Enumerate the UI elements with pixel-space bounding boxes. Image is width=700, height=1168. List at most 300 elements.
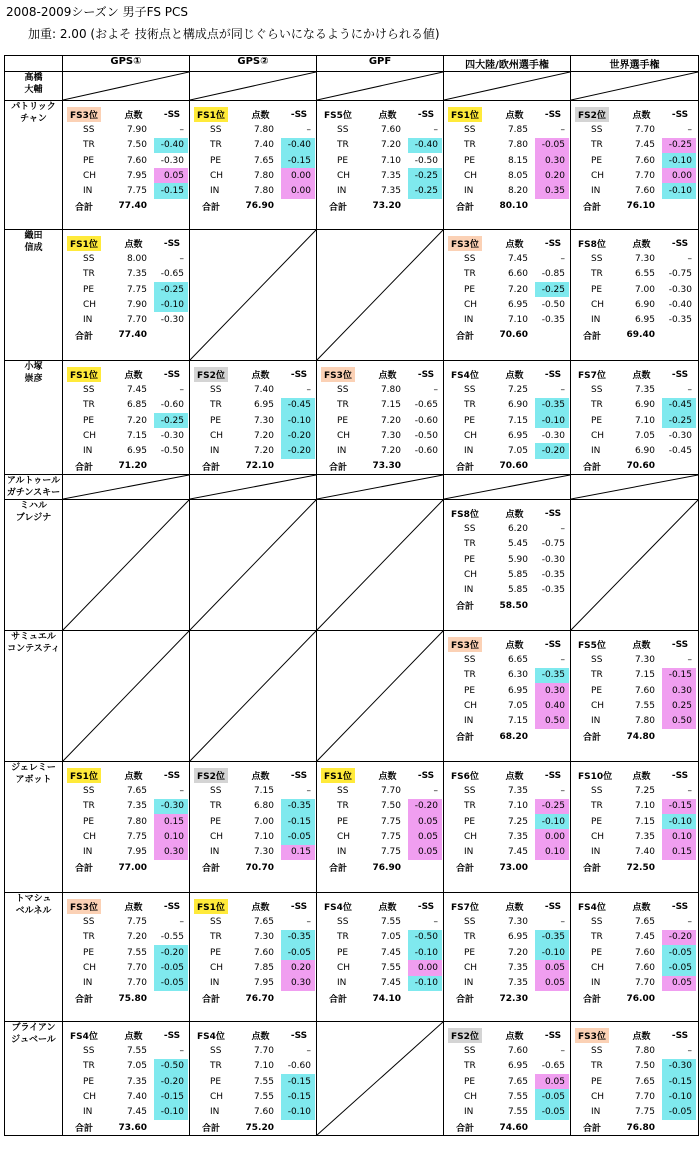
component-diff: -0.45 <box>662 398 696 413</box>
total-label: 合計 <box>202 1124 221 1134</box>
empty-cell <box>190 500 317 631</box>
component-diff: -0.05 <box>281 829 315 844</box>
competition-header-row <box>5 56 699 72</box>
score-grid <box>63 893 189 1006</box>
total-value: 70.60 <box>626 461 655 472</box>
rank-badge: FS1位 <box>194 107 228 122</box>
spacer <box>408 860 444 875</box>
score-cell <box>317 101 444 230</box>
score-cell <box>317 361 444 475</box>
rank-badge: FS10位 <box>578 772 613 783</box>
skater-header-row <box>5 72 699 101</box>
total-value: 75.80 <box>118 993 147 1004</box>
component-score: 7.85 <box>507 124 528 135</box>
empty-cell-diagonal <box>317 631 443 761</box>
component-label: CH <box>464 430 478 441</box>
component-label: IN <box>591 978 601 989</box>
component-score: 7.60 <box>634 186 655 197</box>
component-label: SS <box>464 124 476 135</box>
points-header: 点数 <box>378 111 397 122</box>
total-label: 合計 <box>456 733 475 743</box>
component-diff: -0.05 <box>154 960 188 975</box>
component-diff: – <box>687 253 692 264</box>
component-diff: -0.20 <box>535 443 569 458</box>
rank-wrap <box>321 768 367 783</box>
score-cell <box>444 1022 571 1136</box>
component-score: 7.05 <box>634 430 655 441</box>
minus-ss-header: -SS <box>544 508 562 519</box>
component-diff: -0.55 <box>160 932 184 943</box>
component-label: IN <box>337 978 347 989</box>
total-label: 合計 <box>583 202 602 213</box>
skater-name: パトリック チャン <box>5 101 63 230</box>
component-diff: -0.15 <box>281 814 315 829</box>
component-score: 6.95 <box>507 430 528 441</box>
component-score: 5.90 <box>507 554 528 565</box>
component-diff: – <box>306 124 311 135</box>
component-diff: 0.10 <box>662 829 696 844</box>
total-value: 76.90 <box>245 201 274 212</box>
component-score: 7.55 <box>380 917 401 928</box>
component-score: 7.30 <box>380 430 401 441</box>
spacer <box>408 459 444 474</box>
spacer <box>662 1120 698 1135</box>
score-grid <box>571 101 698 214</box>
component-label: PE <box>591 816 603 827</box>
component-diff: -0.10 <box>535 413 569 428</box>
total-value: 70.60 <box>499 330 528 341</box>
page-subtitle: 加重: 2.00 (およそ 技術点と構成点が同じぐらいになるようにかけられる値) <box>28 27 440 41</box>
component-score: 7.55 <box>253 1076 274 1087</box>
points-header: 点数 <box>632 1032 651 1043</box>
component-label: SS <box>464 786 476 797</box>
component-score: 7.70 <box>253 1046 274 1057</box>
component-score: 7.75 <box>126 186 147 197</box>
empty-cell-diagonal <box>317 72 443 100</box>
component-diff: – <box>306 384 311 395</box>
empty-cell <box>63 631 190 762</box>
component-score: 7.70 <box>380 786 401 797</box>
rank-badge: FS8位 <box>451 510 479 521</box>
total-label: 合計 <box>75 1124 94 1134</box>
component-score: 7.30 <box>253 847 274 858</box>
component-diff: -0.15 <box>662 668 696 683</box>
component-label: IN <box>591 1107 601 1118</box>
component-score: 7.80 <box>634 716 655 727</box>
total-value: 77.40 <box>118 330 147 341</box>
total-label: 合計 <box>202 995 221 1005</box>
component-diff: -0.30 <box>160 315 184 326</box>
minus-ss-header: -SS <box>163 109 181 120</box>
component-diff: -0.20 <box>662 930 696 945</box>
total-value: 73.30 <box>372 461 401 472</box>
component-score: 7.80 <box>507 140 528 151</box>
total-label: 合計 <box>456 331 475 342</box>
spacer <box>281 991 317 1006</box>
component-diff: 0.35 <box>535 183 569 198</box>
total-value: 77.40 <box>118 201 147 212</box>
total-value: 58.50 <box>499 600 528 611</box>
spacer <box>154 328 190 343</box>
spacer <box>408 991 444 1006</box>
total-value: 77.00 <box>118 862 147 873</box>
component-score: 7.65 <box>253 155 274 166</box>
component-label: TR <box>210 400 222 411</box>
score-cell <box>444 101 571 230</box>
points-header: 点数 <box>378 371 397 382</box>
component-diff: – <box>687 655 692 666</box>
total-label: 合計 <box>456 462 475 473</box>
component-diff: -0.30 <box>160 430 184 441</box>
points-header: 点数 <box>251 903 270 914</box>
component-score: 7.20 <box>380 140 401 151</box>
component-score: 7.60 <box>253 947 274 958</box>
component-label: CH <box>464 700 478 711</box>
rank-badge: FS4位 <box>197 1032 225 1043</box>
spacer <box>662 729 698 744</box>
component-diff: -0.65 <box>160 269 184 280</box>
total-label: 合計 <box>583 462 602 473</box>
total-value: 73.20 <box>372 201 401 212</box>
total-label: 合計 <box>583 331 602 342</box>
rank-badge: FS3位 <box>67 107 101 122</box>
rank-wrap <box>194 768 240 783</box>
component-score: 7.55 <box>507 1107 528 1118</box>
rank-badge: FS3位 <box>67 899 101 914</box>
component-label: TR <box>464 932 476 943</box>
component-label: SS <box>464 655 476 666</box>
spacer <box>662 459 698 474</box>
score-cell <box>444 631 571 762</box>
component-label: CH <box>210 170 224 181</box>
component-diff: -0.60 <box>160 400 184 411</box>
total-label: 合計 <box>456 202 475 213</box>
score-cell <box>444 500 571 631</box>
score-cell <box>444 361 571 475</box>
skater-row <box>5 631 699 762</box>
component-diff: – <box>179 1046 184 1057</box>
pcs-table <box>4 55 699 1136</box>
total-value: 76.80 <box>626 1122 655 1133</box>
component-score: 7.50 <box>380 801 401 812</box>
component-label: SS <box>337 124 349 135</box>
component-label: SS <box>337 917 349 928</box>
component-label: PE <box>83 816 95 827</box>
component-score: 7.15 <box>507 415 528 426</box>
rank-badge: FS4位 <box>578 903 606 914</box>
score-cell <box>571 1022 699 1136</box>
component-diff: -0.20 <box>408 799 442 814</box>
skater-row <box>5 500 699 631</box>
score-cell <box>444 230 571 361</box>
points-header: 点数 <box>505 641 524 652</box>
component-score: 7.35 <box>507 786 528 797</box>
component-diff: -0.35 <box>281 930 315 945</box>
component-score: 7.55 <box>126 1046 147 1057</box>
component-score: 7.55 <box>507 1091 528 1102</box>
component-diff: 0.05 <box>662 976 696 991</box>
competition-header: GPS① <box>63 56 190 72</box>
component-diff: 0.00 <box>535 829 569 844</box>
score-cell <box>571 762 699 893</box>
skater-row <box>5 230 699 361</box>
component-diff: -0.15 <box>154 1089 188 1104</box>
score-cell <box>190 1022 317 1136</box>
rank-wrap <box>67 899 113 914</box>
score-cell <box>571 893 699 1022</box>
component-label: CH <box>591 962 605 973</box>
component-diff: -0.15 <box>281 153 315 168</box>
component-score: 7.10 <box>634 801 655 812</box>
minus-ss-header: -SS <box>671 901 689 912</box>
competition-header: 世界選手権 <box>571 56 699 72</box>
spacer <box>154 459 190 474</box>
component-label: CH <box>83 1091 97 1102</box>
component-score: 7.15 <box>507 716 528 727</box>
component-diff: – <box>560 655 565 666</box>
component-diff: -0.65 <box>541 1061 565 1072</box>
component-score: 7.60 <box>634 962 655 973</box>
total-label: 合計 <box>75 995 94 1005</box>
component-label: CH <box>591 1091 605 1102</box>
total-label: 合計 <box>202 202 221 213</box>
component-label: IN <box>83 847 93 858</box>
component-score: 7.45 <box>126 384 147 395</box>
component-diff: – <box>560 253 565 264</box>
component-diff: -0.10 <box>154 297 188 312</box>
points-header: 点数 <box>505 1032 524 1043</box>
component-diff: -0.30 <box>662 1059 696 1074</box>
points-header: 点数 <box>632 111 651 122</box>
skater-name: 織田 信成 <box>5 230 63 361</box>
rank-wrap <box>194 899 240 914</box>
score-grid <box>444 500 570 613</box>
total-value: 76.90 <box>372 862 401 873</box>
empty-cell <box>190 631 317 762</box>
total-label: 合計 <box>202 462 221 473</box>
component-diff: -0.45 <box>668 446 692 457</box>
minus-ss-header: -SS <box>163 369 181 380</box>
rank-wrap <box>575 768 621 783</box>
component-label: SS <box>337 786 349 797</box>
total-value: 72.50 <box>626 862 655 873</box>
component-diff: – <box>179 917 184 928</box>
component-score: 7.35 <box>380 186 401 197</box>
minus-ss-header: -SS <box>544 1030 562 1041</box>
header-diagonal-cell <box>444 72 571 101</box>
rank-wrap <box>448 506 494 521</box>
component-label: PE <box>464 816 476 827</box>
component-diff: -0.15 <box>281 1089 315 1104</box>
rank-badge: FS1位 <box>67 367 101 382</box>
component-label: PE <box>83 284 95 295</box>
minus-ss-header: -SS <box>290 369 308 380</box>
component-score: 8.15 <box>507 155 528 166</box>
spacer <box>535 598 571 613</box>
pcs-table-body <box>5 56 699 1136</box>
component-score: 7.20 <box>380 446 401 457</box>
points-header: 点数 <box>251 371 270 382</box>
component-diff: 0.30 <box>662 683 696 698</box>
component-score: 7.35 <box>126 801 147 812</box>
component-diff: – <box>179 253 184 264</box>
component-diff: -0.40 <box>281 138 315 153</box>
rank-badge: FS2位 <box>194 768 228 783</box>
component-label: PE <box>337 947 349 958</box>
rank-badge: FS3位 <box>321 367 355 382</box>
component-diff: -0.05 <box>662 960 696 975</box>
component-score: 7.10 <box>507 801 528 812</box>
component-diff: – <box>179 786 184 797</box>
component-score: 6.95 <box>507 932 528 943</box>
component-score: 7.80 <box>253 124 274 135</box>
header-diagonal-cell <box>63 72 190 101</box>
skater-row <box>5 1022 699 1136</box>
component-label: IN <box>83 978 93 989</box>
spacer <box>154 199 190 214</box>
component-diff: -0.30 <box>668 284 692 295</box>
component-label: PE <box>464 155 476 166</box>
component-score: 7.45 <box>380 947 401 958</box>
empty-cell-diagonal <box>571 72 698 100</box>
component-score: 7.50 <box>634 1061 655 1072</box>
empty-cell-diagonal <box>571 500 698 630</box>
empty-cell-diagonal <box>190 475 316 499</box>
spacer <box>281 199 317 214</box>
component-label: PE <box>210 155 222 166</box>
component-label: IN <box>337 186 347 197</box>
component-diff: -0.85 <box>541 269 565 280</box>
component-score: 6.20 <box>507 524 528 535</box>
component-score: 7.45 <box>126 1107 147 1118</box>
rank-wrap <box>194 1028 240 1043</box>
minus-ss-header: -SS <box>417 901 435 912</box>
component-label: TR <box>210 140 222 151</box>
component-label: IN <box>210 978 220 989</box>
score-cell <box>190 101 317 230</box>
component-label: SS <box>83 1046 95 1057</box>
component-score: 7.25 <box>507 816 528 827</box>
score-grid <box>63 101 189 214</box>
minus-ss-header: -SS <box>671 109 689 120</box>
component-label: PE <box>464 1076 476 1087</box>
component-diff: -0.35 <box>535 930 569 945</box>
spacer <box>154 991 190 1006</box>
rank-badge: FS1位 <box>194 899 228 914</box>
component-diff: 0.15 <box>662 845 696 860</box>
minus-ss-header: -SS <box>544 109 562 120</box>
component-diff: – <box>687 917 692 928</box>
component-label: SS <box>464 384 476 395</box>
minus-ss-header: -SS <box>544 770 562 781</box>
component-label: TR <box>591 932 603 943</box>
component-score: 7.15 <box>634 816 655 827</box>
component-label: IN <box>210 186 220 197</box>
rank-badge: FS7位 <box>451 903 479 914</box>
score-grid <box>317 361 443 474</box>
component-score: 7.20 <box>380 415 401 426</box>
component-diff: -0.20 <box>154 1074 188 1089</box>
points-header: 点数 <box>251 111 270 122</box>
component-diff: 0.30 <box>535 683 569 698</box>
component-score: 7.10 <box>507 315 528 326</box>
component-diff: -0.05 <box>662 945 696 960</box>
competition-header: 四大陸/欧州選手権 <box>444 56 571 72</box>
total-value: 68.20 <box>499 731 528 742</box>
score-cell <box>63 101 190 230</box>
component-label: SS <box>210 1046 222 1057</box>
component-score: 7.55 <box>253 1091 274 1102</box>
component-label: TR <box>83 932 95 943</box>
component-diff: -0.10 <box>662 1089 696 1104</box>
component-score: 7.10 <box>380 155 401 166</box>
component-score: 6.95 <box>126 446 147 457</box>
component-score: 6.95 <box>634 315 655 326</box>
component-label: SS <box>591 786 603 797</box>
minus-ss-header: -SS <box>417 369 435 380</box>
component-score: 7.40 <box>634 847 655 858</box>
component-score: 7.70 <box>634 1091 655 1102</box>
component-diff: -0.50 <box>408 930 442 945</box>
component-label: CH <box>337 831 351 842</box>
component-diff: -0.30 <box>541 430 565 441</box>
total-value: 70.60 <box>499 461 528 472</box>
points-header: 点数 <box>124 371 143 382</box>
component-label: IN <box>591 315 601 326</box>
component-label: PE <box>464 947 476 958</box>
points-header: 点数 <box>505 240 524 251</box>
component-diff: 0.10 <box>154 829 188 844</box>
score-grid <box>571 1022 698 1135</box>
score-cell <box>63 893 190 1022</box>
component-score: 7.15 <box>380 400 401 411</box>
component-score: 7.70 <box>126 315 147 326</box>
component-label: SS <box>210 124 222 135</box>
component-score: 7.15 <box>126 430 147 441</box>
component-score: 7.80 <box>380 384 401 395</box>
component-diff: 0.30 <box>154 845 188 860</box>
spacer <box>535 199 571 214</box>
total-value: 76.70 <box>245 993 274 1004</box>
component-diff: – <box>560 786 565 797</box>
component-score: 7.55 <box>380 962 401 973</box>
component-diff: 0.00 <box>408 960 442 975</box>
total-label: 合計 <box>202 864 221 874</box>
total-label: 合計 <box>329 864 348 874</box>
component-score: 8.00 <box>126 253 147 264</box>
component-label: PE <box>464 685 476 696</box>
component-label: CH <box>210 962 224 973</box>
component-diff: -0.50 <box>414 155 438 166</box>
component-score: 7.20 <box>253 446 274 457</box>
component-diff: -0.25 <box>535 799 569 814</box>
total-label: 合計 <box>583 733 602 743</box>
component-label: IN <box>210 1107 220 1118</box>
component-diff: 0.20 <box>281 960 315 975</box>
component-label: PE <box>210 1076 222 1087</box>
component-score: 7.60 <box>126 155 147 166</box>
points-header: 点数 <box>251 772 270 783</box>
component-diff: – <box>179 124 184 135</box>
component-label: SS <box>591 124 603 135</box>
score-grid <box>63 361 189 474</box>
component-label: TR <box>464 140 476 151</box>
component-diff: -0.05 <box>535 1089 569 1104</box>
empty-cell <box>571 500 699 631</box>
component-diff: -0.05 <box>535 138 569 153</box>
component-score: 7.20 <box>507 947 528 958</box>
component-diff: – <box>687 1046 692 1057</box>
